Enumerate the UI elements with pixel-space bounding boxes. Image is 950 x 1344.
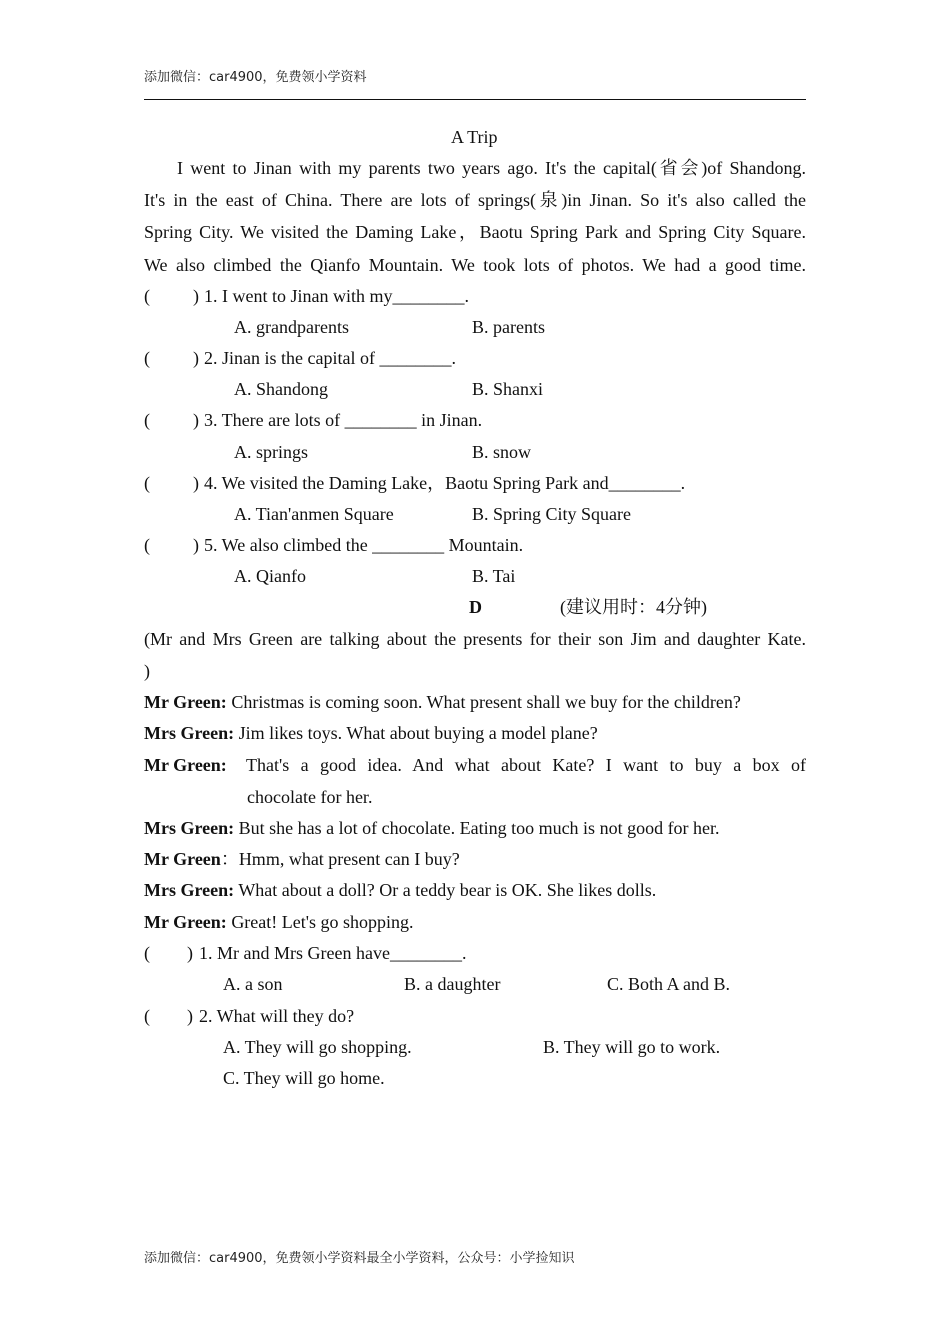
dialogue-line — [144, 817, 720, 839]
dialogue-line — [144, 879, 656, 901]
dialogue-line — [144, 691, 741, 713]
speech: Jim likes toys. What about buying a model plane? — [234, 723, 598, 743]
option-c3-b: B. snow — [472, 442, 532, 462]
answer-bracket-open: ( — [144, 1006, 150, 1026]
answer-bracket-close: ) — [193, 473, 199, 493]
answer-bracket-open: ( — [144, 473, 150, 493]
question-c2: 2. Jinan is the capital of ________. — [204, 348, 456, 368]
option-c5-a: A. Qianfo — [234, 566, 306, 586]
option-d1-a: A. a son — [223, 974, 283, 994]
passage-line-1: I went to Jinan with my parents two years ago. It's the capital(省会)of Shandong. — [177, 158, 806, 178]
dialogue-line-speaker — [144, 754, 227, 776]
option-c4-b: B. Spring City Square — [472, 504, 632, 524]
speaker: Mrs Green: — [144, 818, 235, 838]
speech: But she has a lot of chocolate. Eating too much is not good for her. — [234, 818, 720, 838]
speaker: Mr Green: — [144, 755, 227, 775]
answer-bracket-open: ( — [144, 348, 150, 368]
question-d2: 2. What will they do? — [199, 1006, 355, 1026]
dialogue-line — [144, 848, 460, 870]
question-c5: 5. We also climbed the ________ Mountain. — [204, 535, 524, 555]
option-c2-a: A. Shandong — [234, 379, 328, 399]
answer-bracket-open: ( — [144, 535, 150, 555]
answer-bracket-close: ) — [193, 410, 199, 430]
time-note: (建议用时：4分钟) — [560, 597, 707, 617]
option-d1-c: C. Both A and B. — [607, 974, 731, 994]
answer-bracket-open: ( — [144, 286, 150, 306]
option-c4-a: A. Tian'anmen Square — [234, 504, 394, 524]
option-c2-b: B. Shanxi — [472, 379, 544, 399]
page-footer: 添加微信：car4900，免费领小学资料最全小学资料，公众号：小学捡知识 — [144, 1251, 575, 1266]
dialogue-line — [144, 911, 414, 933]
answer-bracket-close: ) — [187, 1006, 193, 1026]
answer-bracket-close: ) — [193, 348, 199, 368]
speaker: Mrs Green: — [144, 723, 235, 743]
separator: ： — [220, 849, 239, 869]
answer-bracket-close: ) — [193, 535, 199, 555]
speech: What about a doll? Or a teddy bear is OK. She likes dolls. — [234, 880, 657, 900]
answer-bracket-open: ( — [144, 943, 150, 963]
option-d2-b: B. They will go to work. — [543, 1037, 721, 1057]
speaker: Mrs Green: — [144, 880, 235, 900]
option-c1-a: A. grandparents — [234, 317, 349, 337]
passage-line-2: It's in the east of China. There are lots of springs(泉)in Jinan. So it's also called the — [144, 190, 806, 210]
option-c5-b: B. Tai — [472, 566, 516, 586]
speech: Great! Let's go shopping. — [226, 912, 414, 932]
answer-bracket-open: ( — [144, 410, 150, 430]
passage-line-4: We also climbed the Qianfo Mountain. We took lots of photos. We had a good time. — [144, 255, 806, 275]
question-c4: 4. We visited the Daming Lake，Baotu Spring Park and________. — [204, 473, 686, 493]
passage-title: A Trip — [451, 127, 498, 147]
question-d1: 1. Mr and Mrs Green have________. — [199, 943, 467, 963]
speech: That's a good idea. And what about Kate? I want to buy a box of — [246, 755, 806, 775]
speaker: Mr Green: — [144, 912, 227, 932]
option-d2-a: A. They will go shopping. — [223, 1037, 412, 1057]
dialogue-intro: (Mr and Mrs Green are talking about the presents for their son Jim and daughter Kate. — [144, 629, 806, 649]
answer-bracket-close: ) — [193, 286, 199, 306]
option-d2-c: C. They will go home. — [223, 1068, 385, 1088]
question-c1: 1. I went to Jinan with my________. — [204, 286, 469, 306]
answer-bracket-close: ) — [187, 943, 193, 963]
section-letter: D — [469, 597, 482, 617]
speech: Hmm, what present can I buy? — [238, 849, 460, 869]
speaker: Mr Green: — [144, 692, 227, 712]
option-c3-a: A. springs — [234, 442, 309, 462]
speaker: Mr Green — [144, 849, 221, 869]
dialogue-intro-end: ) — [144, 661, 150, 681]
question-c3: 3. There are lots of ________ in Jinan. — [204, 410, 483, 430]
passage-line-3: Spring City. We visited the Daming Lake，Baotu Spring Park and Spring City Square. — [144, 222, 806, 242]
page-header: 添加微信：car4900，免费领小学资料 — [144, 70, 367, 85]
dialogue-line — [144, 722, 598, 744]
speech-continued: chocolate for her. — [247, 787, 373, 807]
speech: Christmas is coming soon. What present shall we buy for the children? — [226, 692, 741, 712]
option-c1-b: B. parents — [472, 317, 545, 337]
option-d1-b: B. a daughter — [404, 974, 501, 994]
header-rule — [144, 99, 806, 100]
